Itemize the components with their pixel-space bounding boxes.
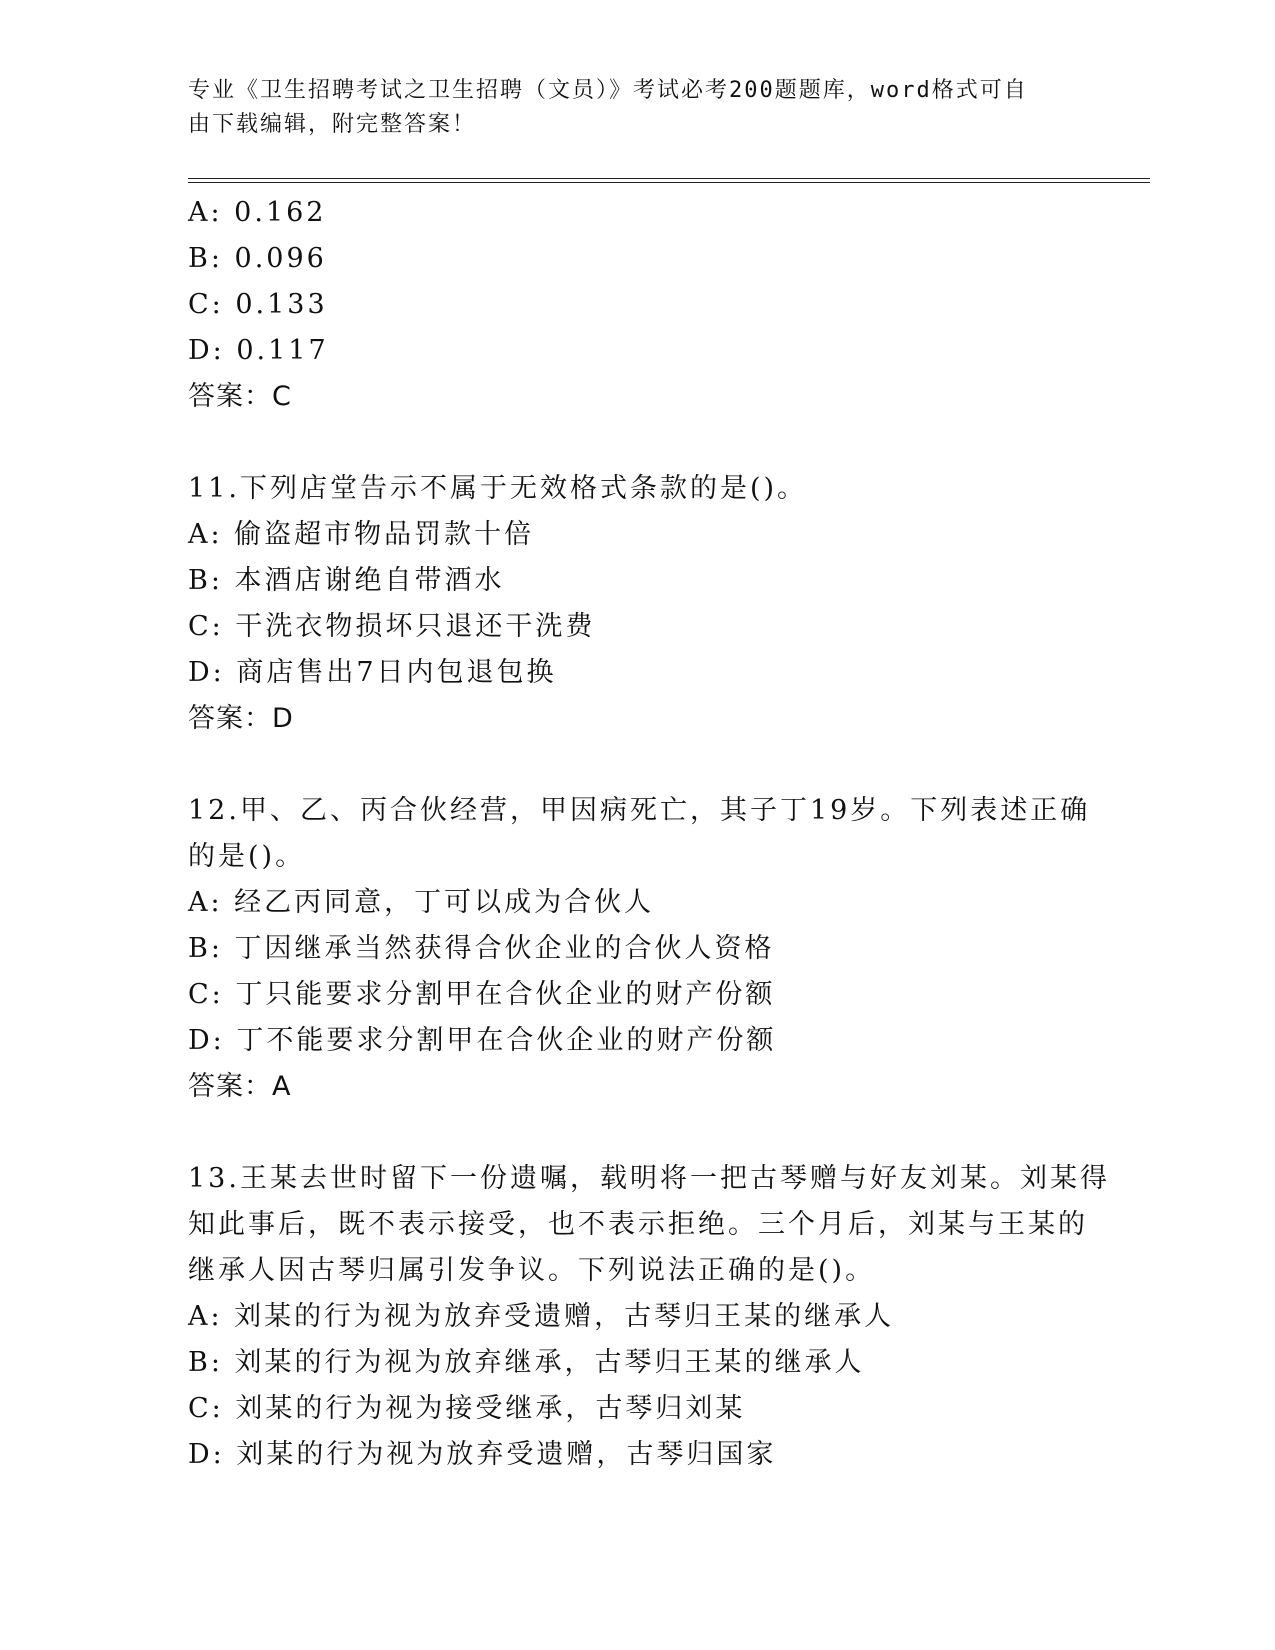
question-12 xyxy=(188,788,1091,1110)
option-d: D: 0.117 xyxy=(188,335,329,366)
question-stem: 11.下列店堂告示不属于无效格式条款的是()。 xyxy=(188,473,808,504)
question-stem-line-3: 继承人因古琴归属引发争议。下列说法正确的是()。 xyxy=(188,1255,876,1286)
header-divider-top xyxy=(188,178,1150,179)
option-a: A: 偷盗超市物品罚款十倍 xyxy=(188,519,535,550)
option-d: D: 丁不能要求分割甲在合伙企业的财产份额 xyxy=(188,1025,777,1056)
option-a: A: 0.162 xyxy=(188,197,327,228)
question-13 xyxy=(188,1156,1110,1478)
option-c: C: 丁只能要求分割甲在合伙企业的财产份额 xyxy=(188,979,776,1010)
option-c: C: 干洗衣物损坏只退还干洗费 xyxy=(188,611,596,642)
option-d: D: 刘某的行为视为放弃受遗赠，古琴归国家 xyxy=(188,1439,777,1470)
option-b: B: 丁因继承当然获得合伙企业的合伙人资格 xyxy=(188,933,775,964)
option-b: B: 本酒店谢绝自带酒水 xyxy=(188,565,505,596)
answer-line: 答案：A xyxy=(188,1071,292,1102)
question-stem-line-2: 知此事后，既不表示接受，也不表示拒绝。三个月后，刘某与王某的 xyxy=(188,1209,1088,1240)
question-spacer xyxy=(188,1110,1088,1156)
question-spacer xyxy=(188,420,1088,466)
document-header xyxy=(188,74,1068,142)
option-a: A: 刘某的行为视为放弃受遗赠，古琴归王某的继承人 xyxy=(188,1301,895,1332)
option-c: C: 刘某的行为视为接受继承，古琴归刘某 xyxy=(188,1393,746,1424)
option-c: C: 0.133 xyxy=(188,289,328,320)
option-a: A: 经乙丙同意，丁可以成为合伙人 xyxy=(188,887,655,918)
option-d: D: 商店售出7日内包退包换 xyxy=(188,657,557,688)
question-spacer xyxy=(188,742,1088,788)
question-stem-line-1: 12.甲、乙、丙合伙经营，甲因病死亡，其子丁19岁。下列表述正确 xyxy=(188,795,1091,826)
answer-line: 答案：C xyxy=(188,381,292,412)
question-list xyxy=(188,190,1110,1478)
question-10 xyxy=(188,190,1088,420)
question-11 xyxy=(188,466,1088,742)
header-divider-bottom xyxy=(188,182,1150,183)
option-b: B: 0.096 xyxy=(188,243,327,274)
header-line-2: 由下载编辑，附完整答案！ xyxy=(188,112,477,137)
option-b: B: 刘某的行为视为放弃继承，古琴归王某的继承人 xyxy=(188,1347,865,1378)
question-stem-line-1: 13.王某去世时留下一份遗嘱，载明将一把古琴赠与好友刘某。刘某得 xyxy=(188,1163,1110,1194)
answer-line: 答案：D xyxy=(188,703,294,734)
header-line-1: 专业《卫生招聘考试之卫生招聘（文员）》考试必考200题题库，word格式可自 xyxy=(188,78,1028,103)
question-stem-line-2: 的是()。 xyxy=(188,841,306,872)
